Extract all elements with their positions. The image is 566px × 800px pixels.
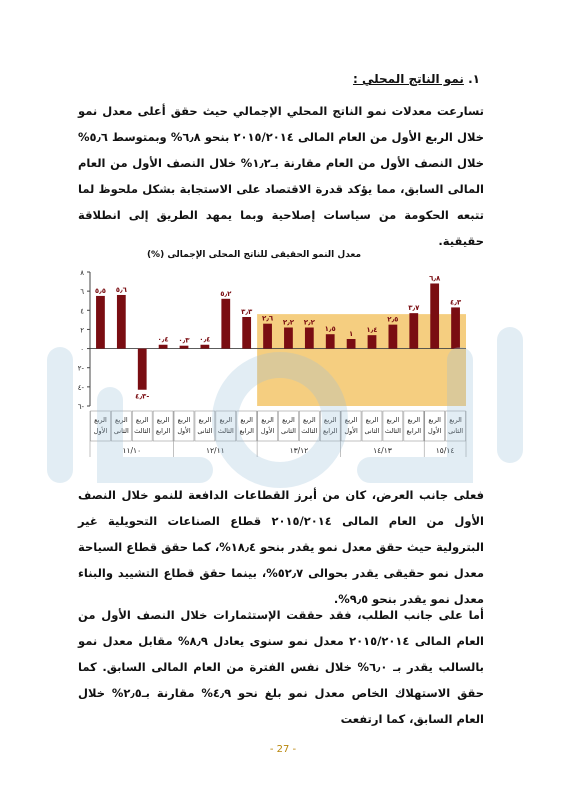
category-label: الثالث (134, 427, 151, 435)
bar-data-label: ٢٫٦ (261, 314, 274, 323)
category-label: الربع (198, 416, 212, 424)
gdp-growth-chart (54, 250, 474, 470)
category-label: الأول (177, 427, 191, 435)
bar-data-label: ٠٫٤ (199, 335, 211, 344)
page-number: - 27 - (269, 744, 297, 755)
bar-data-label: ٠٫٤ (157, 335, 169, 344)
y-tick-label: ٤ (80, 307, 84, 316)
paragraph-supply-side: فعلى جانب العرض، كان من أبرز القطاعات الدافعة للنمو خلال النصف الأول من العام المالى ٢٠١٥/٢٠١٤ قطاع الصناعات التحويلية غير البترولية حيث حقق معدل نمو يقدر بنحو ١٨٫٤%، كما حقق قطاع السياحة معدل نمو حقيقى يقدر بحوالى ٥٢٫٧%، بينما حقق قطاع التشييد والبناء معدل نمو يقدر بنحو ٩٫٥%. (78, 488, 484, 606)
category-label: الأول (93, 427, 108, 435)
bar-data-label: ٥٫٢ (220, 289, 232, 298)
y-tick-label: ٨ (80, 269, 84, 277)
chart-svg (54, 260, 474, 470)
y-tick-label: ٢ (80, 326, 84, 335)
chart-bar (138, 349, 147, 390)
chart-bar (180, 346, 189, 349)
bar-data-label: ٣٫٣ (241, 307, 253, 316)
category-label: الربع (344, 416, 358, 424)
y-tick-label: ٦- (77, 403, 84, 411)
chart-bar (284, 328, 293, 349)
category-label: الثانى (113, 427, 129, 435)
category-label: الثانى (280, 427, 296, 435)
bar-data-label: ٢٫٢ (303, 318, 315, 327)
category-label: الربع (240, 416, 253, 424)
paragraph-gdp-growth: تسارعت معدلات نمو الناتج المحلي الإجمالي حيث حقق أعلى معدل نمو خلال الربع الأول من العام المالى ٢٠١٥/٢٠١٤ بنحو ٦٫٨% وبمتوسط ٥٫٦% خلال النصف الأول من العام مقارنة بـ١٫٢% خلال النصف الأول من العام المالى السابق، مما يؤكد قدرة الاقتصاد على الاستجابة بشكل ملحوظ لما تتبعه الحكومة من سياسات إصلاحية وبما يمهد الطريق إلى انطلاقة حقيقية. (78, 104, 484, 248)
section-number: ١. (468, 72, 480, 86)
category-label: الربع (135, 416, 149, 424)
category-label: الربع (94, 416, 107, 424)
group-label: ١٤/١٣ (373, 446, 392, 455)
chart-bar (451, 307, 460, 348)
bar-data-label: ٢٫٥ (387, 315, 399, 324)
category-label: الربع (428, 416, 441, 424)
group-label: ١١/١٠ (122, 446, 142, 455)
chart-bar (221, 299, 230, 349)
group-label: ١٥/١٤ (435, 446, 455, 455)
category-label: الرابع (239, 427, 254, 435)
category-label: الأول (427, 427, 442, 435)
bar-data-label: ٦٫٨ (429, 274, 441, 283)
chart-bar (201, 345, 210, 349)
chart-bar (326, 334, 335, 348)
chart-bar (368, 335, 377, 348)
bar-data-label: ٥٫٥ (94, 286, 107, 295)
y-tick-label: ٢- (77, 364, 84, 373)
chart-bar (159, 345, 168, 349)
category-label: الربع (303, 416, 316, 424)
category-label: الرابع (406, 427, 422, 435)
bar-data-label: ٣٫٧ (408, 304, 420, 313)
category-label: الأول (260, 427, 275, 435)
bar-data-label: ٤٫٣- (135, 392, 150, 401)
category-label: الربع (115, 416, 128, 424)
category-label: الربع (365, 416, 379, 424)
bar-data-label: ٤٫٣ (449, 298, 462, 307)
bar-data-label: ١ (348, 330, 354, 338)
bar-data-label: ٢٫٢ (282, 318, 295, 327)
category-label: الرابع (322, 427, 338, 435)
category-label: الربع (407, 416, 421, 424)
chart-bar (409, 313, 418, 348)
y-tick-label: ٤- (77, 383, 84, 392)
category-label: الثانى (448, 427, 464, 435)
paragraph-demand-side: أما على جانب الطلب، فقد حققت الإستثمارات خلال النصف الأول من العام المالى ٢٠١٥/٢٠١٤ معدل نمو سنوى يعادل ٨٫٩% مقابل معدل نمو بالسالب يقدر بـ ٦٫٠% خلال نفس الفترة من العام المالى السابق. كما حقق الاستهلاك الخاص معدل نمو بلغ نحو ٤٫٩% مقارنة بـ٢٫٥% خلال العام السابق، كما ارتفعت (78, 608, 485, 726)
chart-bar (389, 325, 398, 349)
chart-title: معدل النمو الحقيقى للناتج المحلى الإجمالى (%) (146, 250, 362, 260)
category-label: الربع (219, 416, 233, 424)
category-label: الربع (449, 416, 462, 424)
category-label: الربع (156, 416, 170, 424)
chart-bar (347, 339, 356, 349)
group-label: ١٢/١١ (206, 446, 225, 455)
category-label: الربع (386, 416, 400, 424)
category-label: الثانى (364, 427, 380, 435)
category-label: الربع (282, 416, 295, 424)
chart-bar (263, 324, 272, 349)
section-heading (300, 72, 480, 86)
category-label: الأول (344, 427, 358, 435)
section-title: نمو الناتج المحلي : (352, 72, 464, 86)
category-label: الربع (177, 416, 191, 424)
y-tick-label: ٦ (80, 288, 84, 297)
y-tick-label: ٠ (80, 345, 84, 354)
category-label: الثالث (217, 427, 234, 435)
category-label: الربع (323, 416, 337, 424)
group-label: ١٣/١٢ (289, 446, 309, 455)
category-label: الرابع (155, 427, 171, 435)
bar-data-label: ١٫٤ (366, 326, 378, 335)
chart-bar (430, 283, 439, 348)
category-label: الثالث (301, 427, 318, 435)
bar-data-label: ١٫٥ (324, 325, 336, 334)
category-label: الثالث (384, 427, 401, 435)
bar-data-label: ٥٫٦ (115, 285, 127, 294)
category-label: الثانى (197, 427, 213, 435)
chart-bar (305, 328, 314, 349)
chart-bar (117, 295, 126, 349)
chart-bar (96, 296, 105, 349)
chart-bar (242, 317, 251, 349)
bar-data-label: ٠٫٣ (178, 336, 190, 345)
category-label: الربع (261, 416, 274, 424)
